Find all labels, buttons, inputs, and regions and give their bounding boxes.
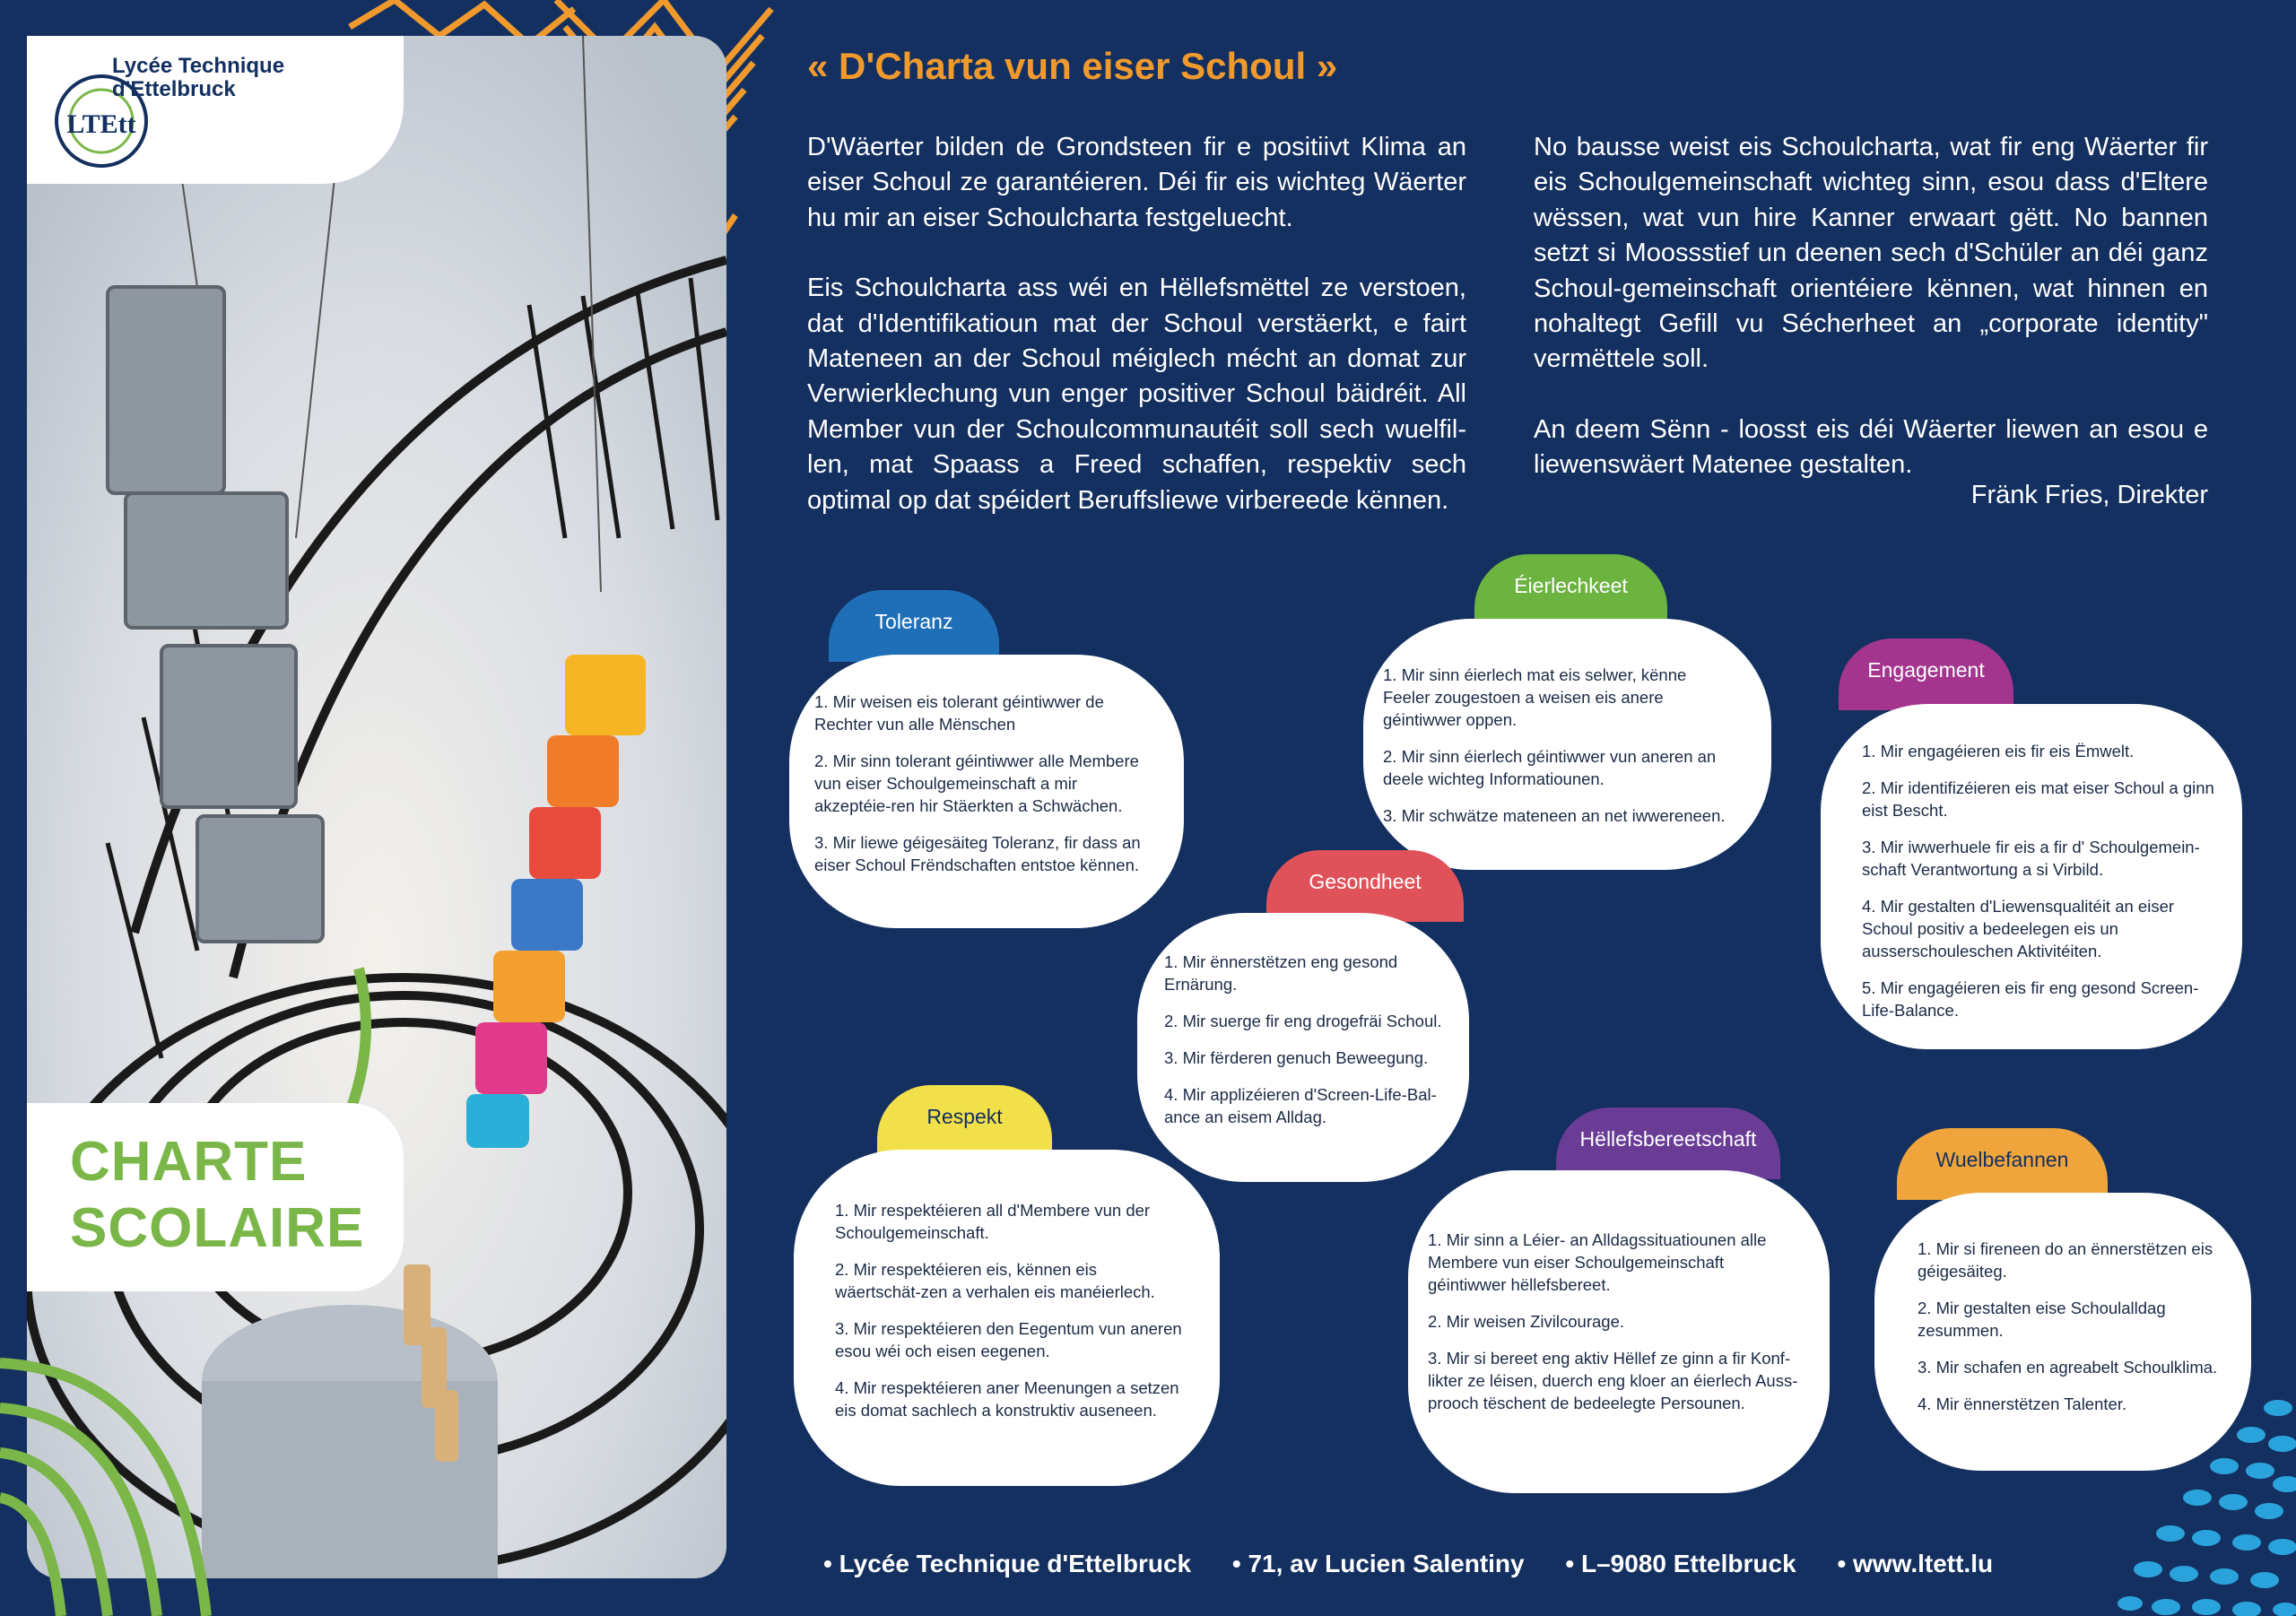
value-item: 2. Mir respektéieren eis, kënnen eis wäertschät-zen a verhalen eis manéierlech.	[835, 1260, 1155, 1301]
value-item: 3. Mir schafen en agreabelt Schoulklima.	[1918, 1358, 2218, 1377]
footer-address: • 71, av Lucien Salentiny	[1231, 1550, 1525, 1577]
footer-contact	[823, 1550, 2027, 1578]
left-photo-panel	[0, 0, 789, 1616]
value-item: 4. Mir gestalten d'Liewensqualitéit an eiser Schoul positiv a bedeelegen eis un ausserschouleschen Aktivitéiten.	[1862, 897, 2175, 960]
footer-school: • Lycée Technique d'Ettelbruck	[823, 1550, 1192, 1577]
value-item: 2. Mir sinn tolerant géintiwwer alle Membere vun eiser Schoulgemeinschaft a mir akzeptéie-ren hir Stäerkten a Schwächen.	[814, 752, 1139, 815]
value-item: 1. Mir sinn éierlech mat eis selwer, kënne Feeler zougestoen a weisen eis anere géintiwwer oppen.	[1383, 665, 1687, 729]
value-item: 3. Mir si bereet eng aktiv Hëllef ze ginn a fir Konf-likter ze léisen, duerch eng kloer an éierlech Auss-prooch tëschent de bedeelegte Persounen.	[1428, 1349, 1798, 1412]
footer-website-link[interactable]: • www.ltett.lu	[1837, 1550, 1994, 1577]
value-item: 5. Mir engagéieren eis fir eng gesond Screen-Life-Balance.	[1862, 978, 2199, 1020]
value-bubble-gesondheet	[1137, 913, 1469, 1182]
intro-paragraph: No bausse weist eis Schoulcharta, wat fir eng Wäerter fir eis Schoulgemeinschaft wichteg sinn, esou dass d'Eltere wëssen, wat vun hire Kanner erwaart gëtt. No bannen setzt si Moossstief un deenen sech d'Schüler an déi ganz Schoul-gemeinschaft orientéiere kënnen, wat hinnen en nohaltegt Gefill vu Sécherheet an „corporate identity" vermëttele soll.	[1534, 133, 2208, 374]
value-item: 2. Mir identifizéieren eis mat eiser Schoul a ginn eist Bescht.	[1862, 778, 2214, 820]
page-heading: « D'Charta vun eiser Schoul »	[807, 45, 1338, 87]
intro-column-left	[807, 130, 1466, 553]
value-item: 1. Mir si fireneen do an ënnerstëtzen eis géigesäiteg.	[1918, 1239, 2213, 1281]
value-tab-hellefsbereetschaft: Hëllefsbereetschaft	[1556, 1108, 1780, 1179]
value-tab-toleranz: Toleranz	[829, 590, 999, 662]
logo-mark-text: LTEtt	[66, 109, 136, 139]
value-tab-respekt: Respekt	[877, 1085, 1052, 1157]
blue-dots-decoration	[2117, 1372, 2296, 1616]
value-bubble-eierlechkeet	[1363, 619, 1771, 870]
school-logo-card	[27, 36, 404, 184]
value-item: 3. Mir schwätze mateneen an net iwwereneen.	[1383, 806, 1726, 825]
value-bubble-engagement	[1821, 704, 2242, 1049]
intro-paragraph: An deem Sënn - loosst eis déi Wäerter liewen an esou e liewenswäert Matenee gestalten.	[1534, 414, 2208, 480]
value-item: 3. Mir liewe géigesäiteg Toleranz, fir dass an eiser Schoul Frëndschaften entstoe kënnen.	[814, 833, 1141, 874]
value-tab-eierlechkeet: Éierlechkeet	[1474, 554, 1667, 626]
value-bubble-respekt	[794, 1150, 1220, 1486]
logo-line-1: Lycée Technique	[112, 54, 285, 78]
value-item: 4. Mir respektéieren aner Meenungen a setzen eis domat sachlech a konstruktiv auseneen.	[835, 1378, 1179, 1420]
value-item: 3. Mir iwwerhuele fir eis a fir d' Schoulgemein-schaft Verantwortung a si Virbild.	[1862, 838, 2200, 879]
value-item: 4. Mir ënnerstëtzen Talenter.	[1918, 1394, 2127, 1413]
value-item: 3. Mir fërderen genuch Beweegung.	[1164, 1048, 1429, 1067]
value-bubble-toleranz	[789, 655, 1184, 928]
value-item: 3. Mir respektéieren den Eegentum vun aneren esou wéi och eisen eegenen.	[835, 1319, 1182, 1360]
value-tab-engagement: Engagement	[1839, 639, 2013, 710]
director-signature: Fränk Fries, Direkter	[1970, 481, 2208, 509]
value-item: 1. Mir weisen eis tolerant géintiwwer de Rechter vun alle Mënschen	[814, 692, 1104, 734]
value-bubble-hellefsbereetschaft	[1408, 1170, 1830, 1493]
value-item: 1. Mir engagéieren eis fir eis Ëmwelt.	[1862, 742, 2135, 760]
value-tab-gesondheet: Gesondheet	[1266, 850, 1464, 922]
value-item: 2. Mir sinn éierlech géintiwwer vun aneren an deele wichteg Informatiounen.	[1383, 747, 1717, 788]
logo-line-2: d'Ettelbruck	[112, 77, 236, 101]
value-tab-wuelbefannen: Wuelbefannen	[1897, 1128, 2108, 1200]
value-item: 1. Mir sinn a Léier- an Alldagssituatiounen alle Membere vun eiser Schoulgemeinschaft géintiwwer hëllefsbereet.	[1428, 1230, 1767, 1294]
intro-paragraph: D'Wäerter bilden de Grondsteen fir e positiivt Klima an eiser Schoul ze garantéieren. Déi fir eis wichteg Wäerter hu mir an eiser Schoulcharta festgeluecht.	[807, 133, 1466, 232]
value-item: 2. Mir suerge fir eng drogefräi Schoul.	[1164, 1012, 1442, 1030]
value-item: 2. Mir gestalten eise Schoulalldag zesummen.	[1918, 1299, 2166, 1340]
value-item: 1. Mir respektéieren all d'Membere vun der Schoulgemeinschaft.	[835, 1201, 1151, 1242]
cover-title-card	[27, 1103, 404, 1291]
intro-paragraph: Eis Schoulcharta ass wéi en Hëllefsmëttel ze verstoen, dat d'Identifikatioun mat der Schoul verstäerkt, e fairt Mateneen an der Schoul méiglech mécht an domat zur Verwierklechung vun enger positiver Schoul bäidréit. All Member vun der Schoulcommunautéit soll sech wuelfil-len, mat Spaass a Freed schaffen, respektiv sech optimal op dat spéidert Beruffsliewe virbereede kënnen.	[807, 274, 1466, 515]
green-rings-decoration	[0, 1336, 296, 1616]
value-item: 2. Mir weisen Zivilcourage.	[1428, 1312, 1624, 1331]
cover-title-line-2: SCOLAIRE	[70, 1197, 365, 1259]
footer-city: • L–9080 Ettelbruck	[1565, 1550, 1796, 1577]
cover-title-line-1: CHARTE	[70, 1131, 308, 1193]
value-item: 4. Mir applizéieren d'Screen-Life-Bal-ance an eisem Alldag.	[1164, 1085, 1437, 1126]
intro-column-right	[1534, 130, 2208, 518]
value-item: 1. Mir ënnerstëtzen eng gesond Ernärung.	[1164, 952, 1398, 994]
